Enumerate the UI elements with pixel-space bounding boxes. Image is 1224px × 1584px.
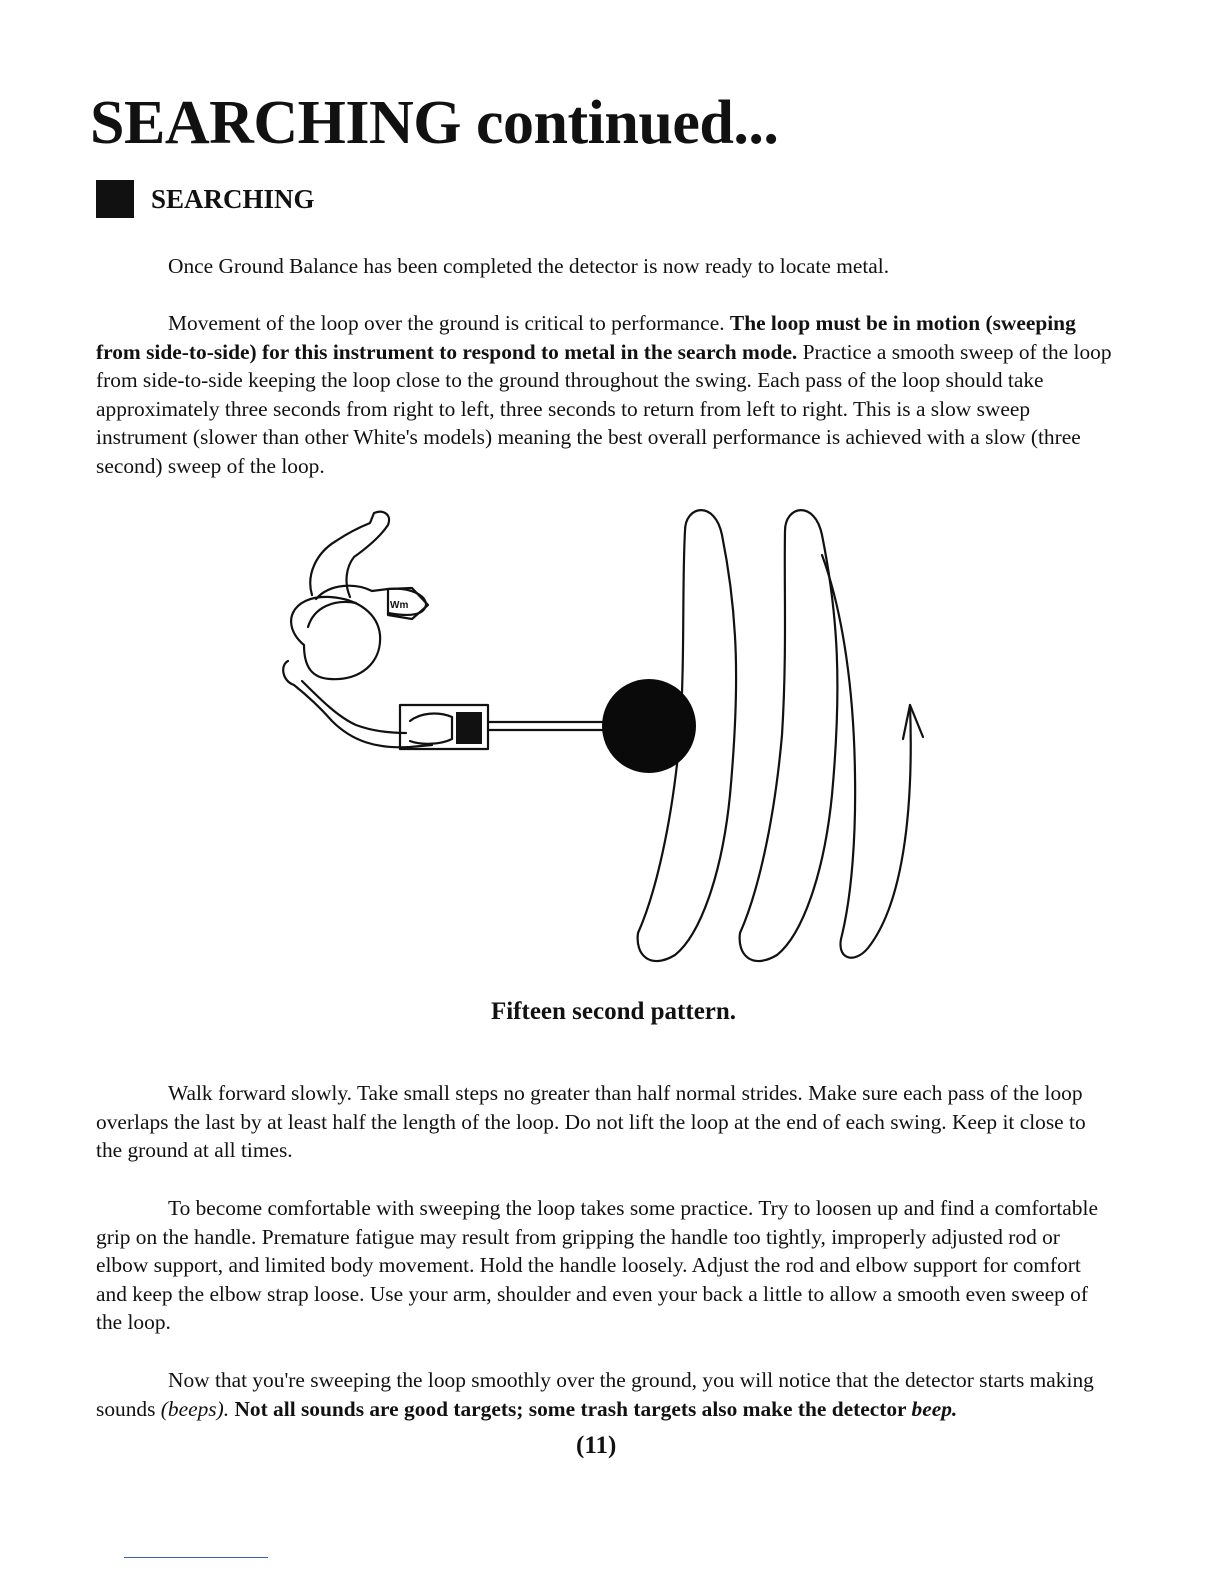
paragraph-ground-balance	[96, 252, 1116, 281]
paragraph-movement-emphasis: The loop must be in motion (sweeping from side-to-side) for this instrument to respond to metal in the search mode.	[96, 311, 1076, 364]
sweep-pattern-figure	[260, 495, 960, 985]
detector-shaft	[488, 722, 610, 730]
figure-caption: Fifteen second pattern.	[490, 998, 737, 1025]
paragraph-movement-detail: Practice a smooth sweep of the loop from side-to-side keeping the loop close to the ground throughout the swing. Each pass of the loop should take approximately three seconds from right to left, three seconds to return from left to right. This is a slow sweep instrument (slower than other White's models) meaning the best overall performance is achieved with a slow (three second) sweep of the loop.	[96, 339, 1112, 478]
operator-hand	[410, 714, 452, 744]
operator-back-arm	[310, 512, 389, 597]
sweep-path-2	[740, 510, 838, 961]
paragraph-sounds-intro: Now that you're sweeping the loop smoothly over the ground, you will notice that the detector starts making sounds	[96, 1368, 1094, 1421]
handle-grip	[456, 712, 482, 744]
section-heading-label: SEARCHING	[151, 183, 315, 214]
operator-head-outline	[291, 597, 380, 679]
paragraph-walk-text: Walk forward slowly. Take small steps no greater than half normal strides. Make sure each pass of the loop overlaps the last by at least half the length of the loop. Do not lift the loop at the end of each swing. Keep it close to the ground at all times.	[96, 1081, 1086, 1163]
square-bullet-icon	[96, 180, 134, 218]
operator-hat	[308, 602, 356, 627]
paragraph-movement	[96, 309, 1116, 481]
footer-rule	[124, 1557, 268, 1558]
paragraph-sounds-emphasis: Not all sounds are good targets; some trash targets also make the detector	[229, 1396, 912, 1421]
paragraph-sounds	[96, 1366, 1116, 1423]
paragraph-comfort-text: To become comfortable with sweeping the loop takes some practice. Try to loosen up and find a comfortable grip on the handle. Premature fatigue may result from gripping the handle too tightly, improperly adjusted rod or elbow support, and limited body movement. Hold the handle loosely. Adjust the rod and elbow support for comfort and keep the elbow strap loose. Use your arm, shoulder and even your back a little to allow a smooth even sweep of the loop.	[96, 1196, 1098, 1335]
paragraph-walk	[96, 1079, 1116, 1165]
section-heading	[96, 180, 315, 218]
paragraph-ground-balance-text: Once Ground Balance has been completed the detector is now ready to locate metal.	[168, 254, 890, 278]
search-loop	[602, 679, 696, 773]
paragraph-comfort	[96, 1194, 1116, 1337]
paragraph-sounds-beep-word: beep.	[911, 1396, 958, 1421]
page-title: SEARCHING continued...	[90, 89, 779, 157]
glove-text: Wm	[390, 600, 409, 611]
paragraph-movement-intro: Movement of the loop over the ground is critical to performance.	[168, 311, 730, 335]
paragraph-sounds-beeps: (beeps).	[160, 1396, 230, 1421]
sweep-arrow-head	[903, 705, 923, 739]
page-number: (11)	[576, 1432, 617, 1459]
operator-shoulder	[316, 586, 426, 615]
